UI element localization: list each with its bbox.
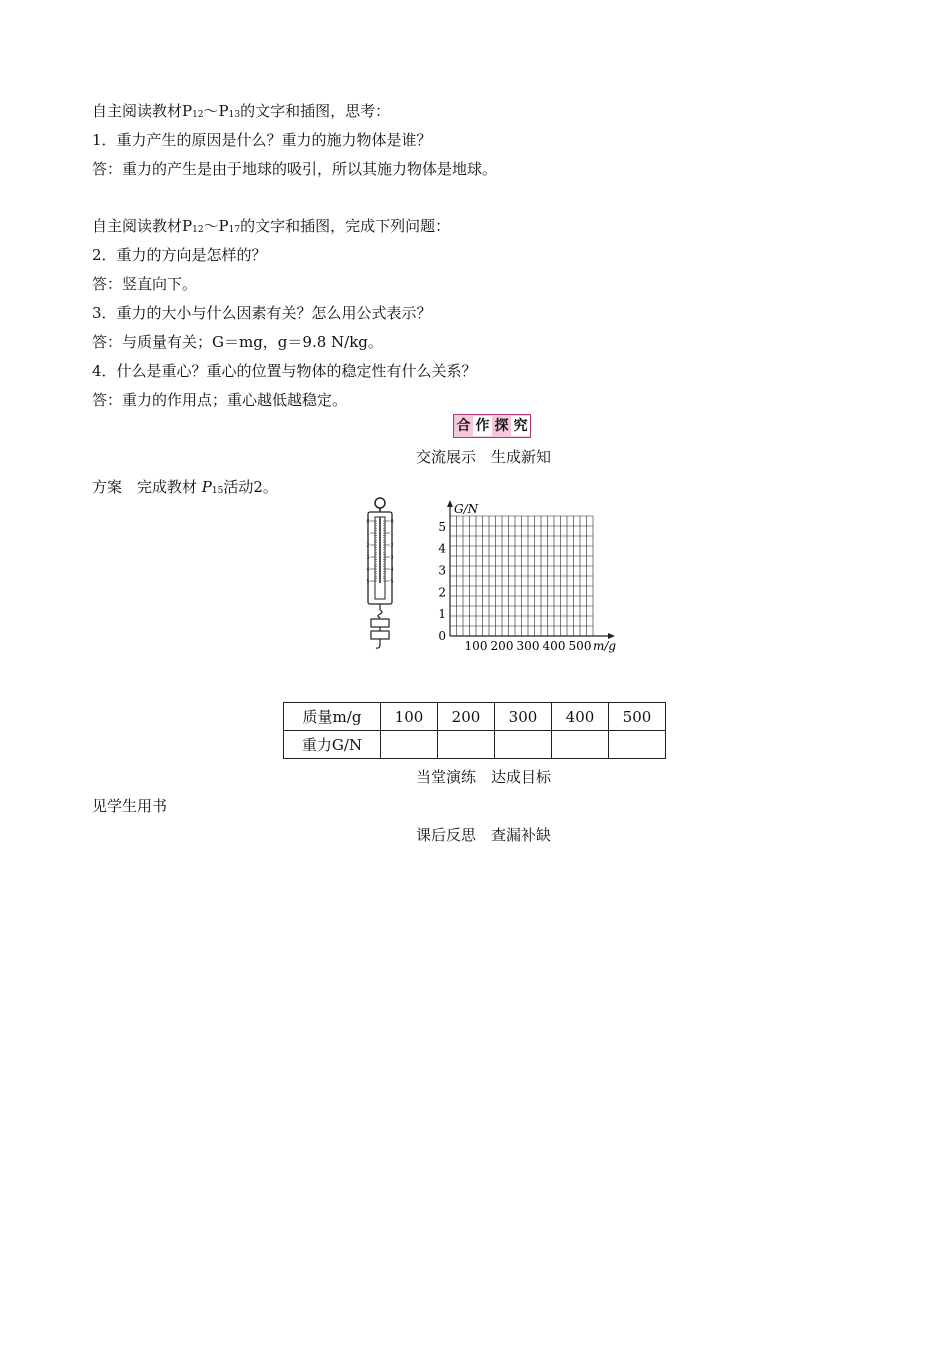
cooperative-inquiry-badge (453, 414, 531, 438)
scale-tick-label: 0 (390, 519, 394, 525)
spring-scale-illustration (360, 497, 400, 652)
y-tick-label: 2 (438, 585, 446, 600)
x-tick-label: 100 (464, 639, 488, 653)
answer-1: 答：重力的产生是由于地球的吸引，所以其施力物体是地球。 (92, 160, 498, 178)
x-tick-label: 200 (490, 639, 514, 653)
row-header-weight: 重力G/N (284, 731, 381, 759)
heading-practice: 当堂演练 达成目标 (416, 768, 552, 786)
weight-block (371, 619, 389, 627)
scale-tick-label: 0 (366, 519, 370, 525)
x-tick-label: 400 (542, 639, 566, 653)
mass-cell: 500 (609, 703, 666, 731)
x-tick-label: 500 (568, 639, 592, 653)
x-axis-label: m/g (593, 639, 617, 653)
mass-cell: 300 (495, 703, 552, 731)
scale-tick-label: 1 (366, 531, 370, 537)
badge-char: 作 (473, 416, 492, 436)
weight-block (371, 631, 389, 639)
y-tick-label: 3 (438, 563, 446, 578)
scale-tick-label: 2 (390, 543, 394, 549)
question-3: 3．重力的大小与什么因素有关？怎么用公式表示？ (92, 304, 432, 322)
scale-tick-label: 1 (390, 531, 394, 537)
question-1: 1．重力产生的原因是什么？重力的施力物体是谁？ (92, 131, 432, 149)
reading-instruction-1: 自主阅读教材$P_{12}\sim P_{13}$的文字和插图，思考： (92, 102, 391, 120)
plan-line: 方案 完成教材 $P_{15}$活动2。 (92, 478, 278, 496)
table-row (284, 731, 666, 759)
badge-char: 究 (511, 416, 530, 436)
weight-cell[interactable] (552, 731, 609, 759)
question-4: 4．什么是重心？重心的位置与物体的稳定性有什么关系？ (92, 362, 477, 380)
heading-reflect: 课后反思 查漏补缺 (416, 826, 552, 844)
y-tick-label: 5 (438, 519, 446, 534)
hook-icon (378, 610, 382, 618)
heading-exchange: 交流展示 生成新知 (416, 448, 552, 466)
weight-cell[interactable] (381, 731, 438, 759)
weight-cell[interactable] (609, 731, 666, 759)
bottom-hook-icon (376, 639, 380, 648)
y-axis-label: G/N (454, 502, 479, 516)
badge-char: 探 (494, 418, 509, 434)
answer-3: 答：与质量有关；G＝mg，g＝9.8 N/kg。 (92, 333, 383, 351)
mass-weight-table (283, 702, 666, 759)
badge-char: 合 (456, 418, 471, 434)
y-axis-arrow-icon (447, 500, 453, 507)
scale-tick-label: 4 (366, 567, 370, 573)
row-header-mass: 质量m/g (284, 703, 381, 731)
scale-tick-label: 5 (366, 579, 370, 585)
scale-tick-label: 3 (366, 555, 370, 561)
scale-tick-label: 5 (390, 579, 394, 585)
weight-cell[interactable] (495, 731, 552, 759)
scale-tick-label: 4 (390, 567, 394, 573)
mass-cell: 400 (552, 703, 609, 731)
scale-tick-label: 3 (390, 555, 394, 561)
reading-instruction-2: 自主阅读教材$P_{12}\sim P_{17}$的文字和插图，完成下列问题： (92, 217, 451, 235)
see-student-book: 见学生用书 (92, 797, 168, 815)
y-tick-label: 1 (438, 607, 446, 622)
answer-4: 答：重力的作用点；重心越低越稳定。 (92, 391, 348, 409)
mass-cell: 200 (438, 703, 495, 731)
y-tick-label: 0 (438, 629, 446, 643)
mass-cell: 100 (381, 703, 438, 731)
scale-tick-label: 2 (366, 543, 370, 549)
weight-cell[interactable] (438, 731, 495, 759)
scale-ring-icon (375, 498, 385, 508)
question-2: 2．重力的方向是怎样的？ (92, 246, 267, 264)
y-tick-label: 4 (438, 541, 446, 556)
x-tick-label: 300 (516, 639, 540, 653)
table-row (284, 703, 666, 731)
g-m-chart (425, 498, 625, 658)
answer-2: 答：竖直向下。 (92, 275, 198, 293)
